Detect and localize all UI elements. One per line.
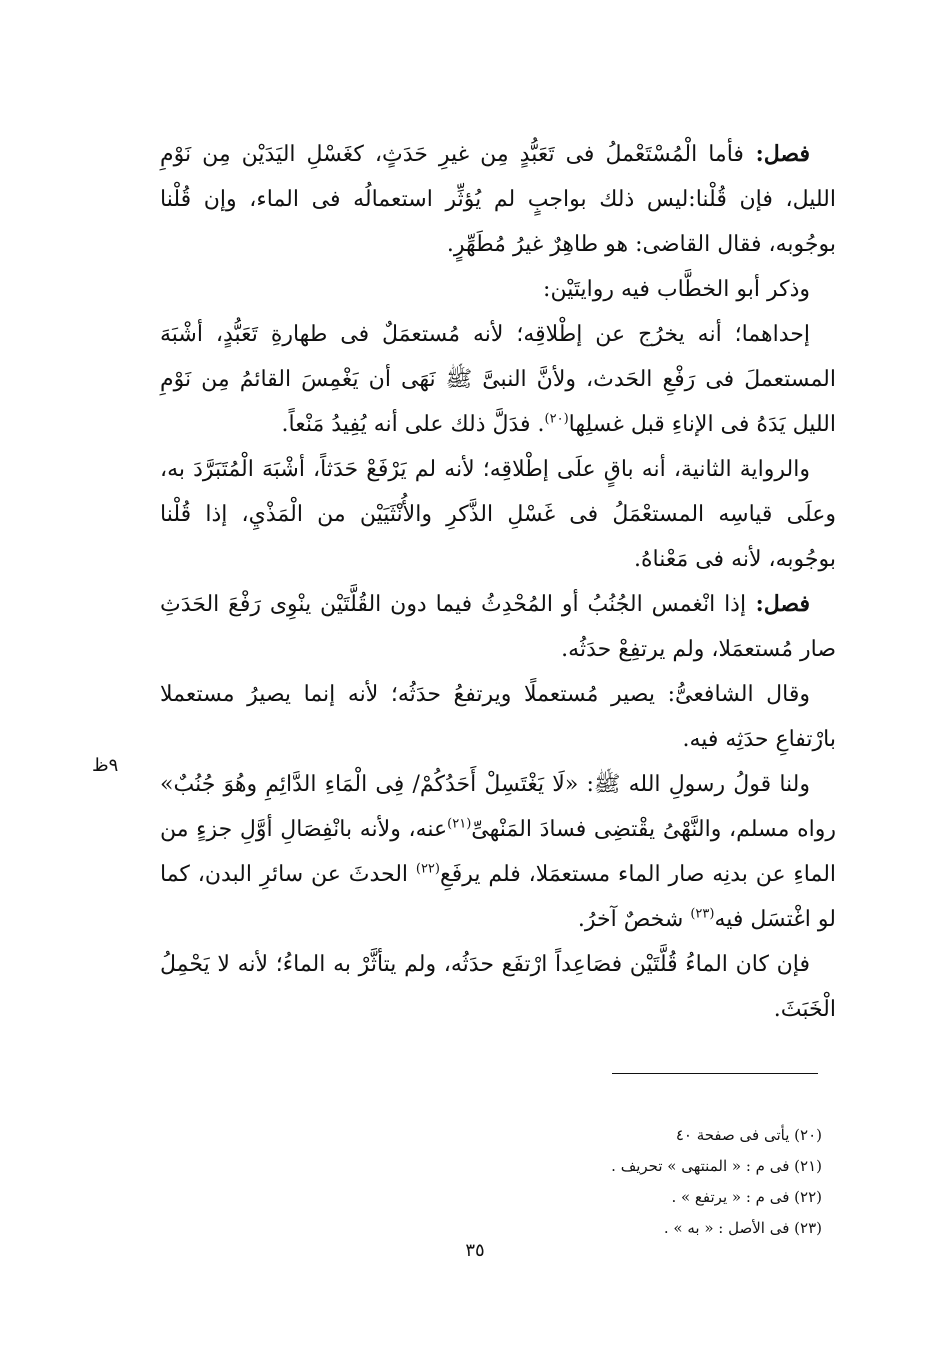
section-heading: فصل: [746,591,810,617]
paragraph [160,132,836,267]
paragraph-text: والرواية الثانية، أنه باقٍ علَى إطْلاقِه؛ لأنه لم يَرْفَعْ حَدَثاً، أشْبَهَ الْمُتَبَرَّدَ به، وعلَى قياسِه المستعْمَلُ فى غَسْلِ الذَّكرِ والأُنْثَيَيْن من الْمَذْيِ، إذا قُلْنا بوجُوبه، لأنه فى مَعْناهُ. [160,457,836,572]
paragraph-text: إحداهما؛ أنه يخرُج عن إطْلاقِه؛ لأنه مُستعمَلٌ فى طهارةِ تَعَبُّدٍ، أشْبَهَ المستعملَ فى رَفْعِ الحَدث، ولأنَّ النبىَّ ﷺ نَهَى أن يَغْمِسَ القائمُ مِن نَوْمِ الليل يَدَهُ فى الإناءِ قبل غسلِها [160,322,836,437]
paragraph-text: وذكر أبو الخطَّاب فيه روايتَيْن: [543,277,810,302]
paragraph-text: . فدَلَّ ذلك على أنه يُفِيدُ مَنْعاً. [281,412,545,437]
paragraph [160,582,836,672]
footnote-reference: (٢٠) [544,411,569,427]
paragraph [160,672,836,762]
footnote-22: (٢٢) فى م : « يرتفع » . [671,1188,822,1206]
paragraph-text: فأما الْمُسْتَعْملُ فى تَعَبُّدٍ مِن غيرِ حَدَثٍ، كغَسْلِ اليَدَيْن مِن نَوْمِ الليل، فإن قُلْنا:ليس ذلك بواجبٍ لم يُؤثِّر استعمالُه فى الماء، وإن قُلْنا بوجُوبه، فقال القاضى: هو طاهِرٌ غيرُ مُطَهِّرٍ. [160,142,836,257]
paragraph-text: عنه، ولأنه بانْفِصَالِ أوَّلِ جزءٍ من الماءِ عن بدنِه صار الماء مستعمَلا، فلم يرفَعِ [160,817,837,887]
footnote-reference: (٢١) [447,816,472,832]
footnote-reference: (٢٢) [415,861,440,877]
paragraph-text: الحدثَ عن سائرِ البدن، كما لو اغْتسَل فيه [160,862,836,932]
main-text [160,132,836,1032]
paragraph [160,312,836,447]
footnote-separator [612,1073,818,1074]
footnote-21: (٢١) فى م : « المنتهى » تحريف . [611,1157,822,1175]
footnote-23: (٢٣) فى الأصل : « به » . [663,1219,822,1237]
footnote-20: (٢٠) يأتى فى صفحة ٤٠ [675,1126,822,1144]
paragraph-text: فإن كان الماءُ قُلَّتَيْن فصَاعِداً ارْتفَع حدَثُه، ولم يتأثَّرْ به الماءُ؛ لأنه لا يَحْمِلُ الْخَبَثَ. [160,952,836,1022]
paragraph-text: وقال الشافعىُّ: يصير مُستعملًا ويرتفعُ حدَثُه؛ لأنه إنما يصيرُ مستعملا بارْتفاعِ حدَثِه فيه. [160,682,836,752]
page-number: ٣٥ [465,1240,485,1261]
paragraph [160,447,836,582]
margin-folio-note: ٩ظ [92,755,119,776]
paragraph-text: ولنا قولُ رسولِ الله ﷺ: «لَا يَغْتَسِلْ أَحَدُكُمْ/ فِى الْمَاءِ الدَّائِمِ وهُوَ جُنُبٌ» رواه مسلم، والنَّهْىُ يقْتضِى فسادَ المَنْهىِّ [160,772,836,842]
footnotes [560,1120,822,1244]
paragraph [160,267,836,312]
paragraph-text: إذا انْغمس الجُنُبُ أو المُحْدِثُ فيما دون القُلَّتَيْن ينْوِى رَفْعَ الحَدَثِ صار مُستعمَلا، ولم يرتفِعْ حدَثُه. [160,592,836,662]
section-heading: فصل: [743,141,810,167]
paragraph [160,762,836,942]
footnote-reference: (٢٣) [690,906,715,922]
paragraph-text: شخصٌ آخرُ. [577,907,691,932]
paragraph [160,942,836,1032]
